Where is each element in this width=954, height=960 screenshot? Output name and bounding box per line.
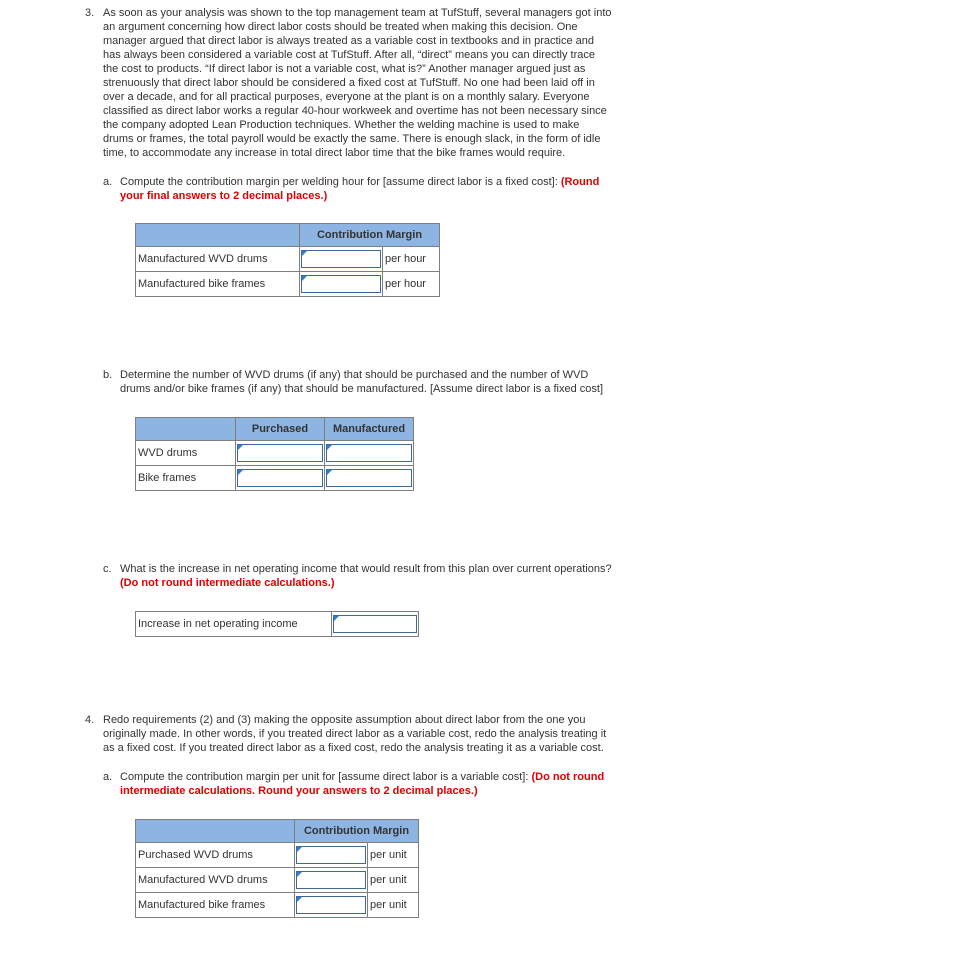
q3b-table <box>135 417 414 491</box>
q3c-letter: c. <box>103 563 112 575</box>
cm-manufactured-frames-input[interactable] <box>296 896 366 914</box>
frames-purchased-input[interactable] <box>237 469 323 487</box>
q4a-table <box>135 819 419 918</box>
row-label: Manufactured bike frames <box>136 893 295 918</box>
table-row <box>136 272 440 297</box>
noi-increase-input[interactable] <box>333 615 417 633</box>
table-row <box>136 612 419 637</box>
table-row <box>136 868 419 893</box>
q4a-letter: a. <box>103 771 113 783</box>
q3c-red-note: (Do not round intermediate calculations.) <box>120 577 335 589</box>
cm-manufactured-drums-input[interactable] <box>296 871 366 889</box>
q4-paragraph: Redo requirements (2) and (3) making the opposite assumption about direct labor from the one you originally made. In other words, if you treated direct labor as a variable cost, redo the analysis treating it as a fixed cost. If you treated direct labor as a fixed cost, redo the analysis treating it as a variable cost. <box>103 714 607 754</box>
q3-line: strenuously that direct labor should be considered a fixed cost at TufStuff. No one had been laid off in <box>103 77 595 89</box>
row-label: Bike frames <box>136 466 236 491</box>
q3-line: As soon as your analysis was shown to the top management team at TufStuff, several managers got into <box>103 7 612 19</box>
q3-line: classified as direct labor works a regular 40-hour workweek and overtime has not been necessary since <box>103 105 607 117</box>
q3a-red-note: (Round <box>560 176 600 188</box>
drums-purchased-input[interactable] <box>237 444 323 462</box>
q4a-red-note: (Do not round <box>531 771 605 783</box>
table-row <box>136 441 414 466</box>
q3c-table <box>135 611 419 637</box>
table-row <box>136 466 414 491</box>
unit-label: per hour <box>383 247 440 272</box>
row-label: Manufactured bike frames <box>136 272 300 297</box>
q4a-text: Compute the contribution margin per unit for [assume direct labor is a variable cost]: <box>120 771 532 783</box>
q4a-red-note-2: intermediate calculations. Round your answers to 2 decimal places.) <box>120 785 478 797</box>
cm-input-drums[interactable] <box>301 250 381 268</box>
q3a-table <box>135 223 440 297</box>
q3-line: the company adopted Lean Production techniques. Whether the welding machine is used to make <box>103 119 580 131</box>
q3-line: an argument concerning how direct labor costs should be treated when making this decision. One <box>103 21 578 33</box>
row-label: WVD drums <box>136 441 236 466</box>
cm-input-frames[interactable] <box>301 275 381 293</box>
unit-label: per unit <box>368 843 419 868</box>
q3a-letter: a. <box>103 176 113 188</box>
table-row <box>136 893 419 918</box>
drums-manufactured-input[interactable] <box>326 444 412 462</box>
unit-label: per hour <box>383 272 440 297</box>
row-label: Increase in net operating income <box>136 612 332 637</box>
unit-label: per unit <box>368 893 419 918</box>
q3-line: manager argued that direct labor is always treated as a variable cost in textbooks and in practice and <box>103 35 594 47</box>
q3-line: time, to accommodate any increase in total direct labor time that the bike frames would require. <box>103 147 566 159</box>
q3a-instruction <box>120 175 720 203</box>
table-row <box>136 843 419 868</box>
q3a-red-note-2: your final answers to 2 decimal places.) <box>120 190 328 202</box>
manufactured-header: Manufactured <box>325 418 414 441</box>
q3-paragraph <box>103 6 703 160</box>
unit-label: per unit <box>368 868 419 893</box>
row-label: Manufactured WVD drums <box>136 247 300 272</box>
q4a-header: Contribution Margin <box>295 820 419 843</box>
q3a-header: Contribution Margin <box>300 224 440 247</box>
q3-line: the cost to products. “If direct labor is not a variable cost, what is?” Another manager argued just as <box>103 63 586 75</box>
q3b-letter: b. <box>103 369 113 381</box>
table-row <box>136 247 440 272</box>
q3-line: drums or frames, the total payroll would be exactly the same. There is enough slack, in the form of idle <box>103 133 601 145</box>
q3-line: over a decade, and for all practical purposes, everyone at the plant is on a monthly salary. Everyone <box>103 91 590 103</box>
q3c-instruction: What is the increase in net operating income that would result from this plan over current operations? (Do not round intermediate calculations.) <box>120 562 720 590</box>
row-label: Manufactured WVD drums <box>136 868 295 893</box>
row-label: Purchased WVD drums <box>136 843 295 868</box>
q4a-instruction <box>120 770 720 798</box>
frames-manufactured-input[interactable] <box>326 469 412 487</box>
q3b-instruction: Determine the number of WVD drums (if any) that should be purchased and the number of WVD drums and/or bike frames (if any) that should be manufactured. [Assume direct labor is a fixed cost] <box>120 369 604 395</box>
q3-line: has always been considered a variable cost at TufStuff. After all, “direct” means you can directly trace <box>103 49 595 61</box>
cm-purchased-drums-input[interactable] <box>296 846 366 864</box>
q3a-text: Compute the contribution margin per welding hour for [assume direct labor is a fixed cost]: <box>120 176 561 188</box>
purchased-header: Purchased <box>236 418 325 441</box>
q4-number: 4. <box>85 714 95 726</box>
q3-number: 3. <box>85 7 95 19</box>
